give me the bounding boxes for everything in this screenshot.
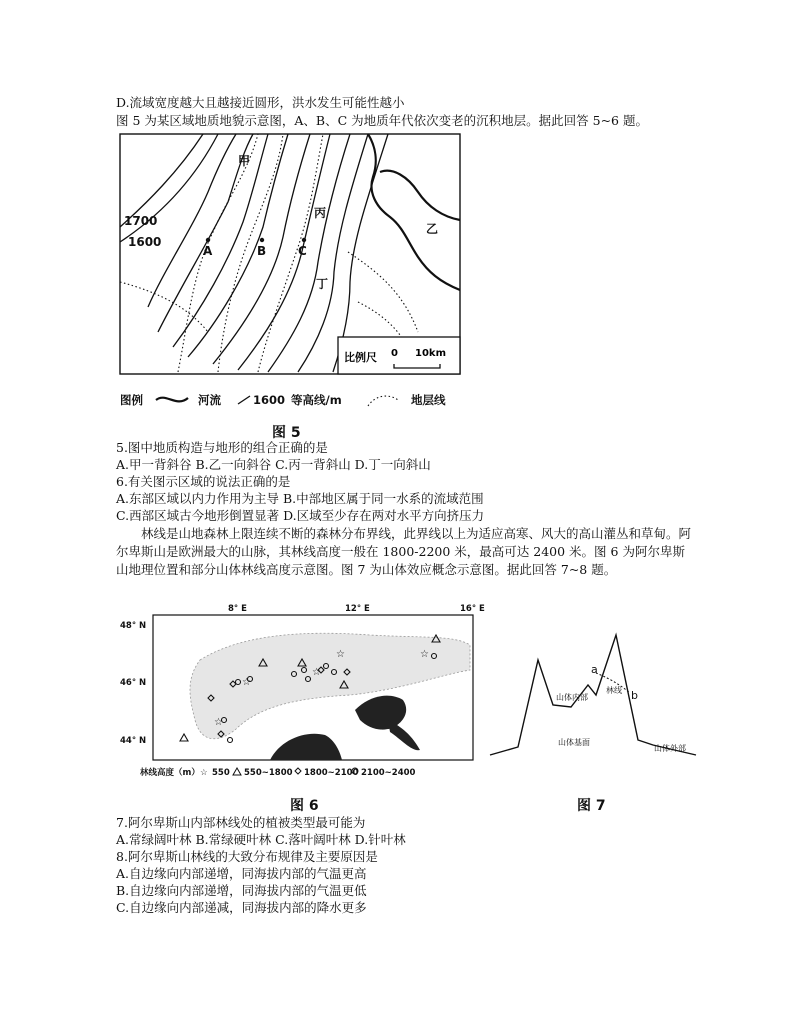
question-8-option-a: A.自边缘向内部递增，同海拔内部的气温更高 xyxy=(116,866,367,881)
intro-questions-5-6: 图 5 为某区域地质地貌示意图，A、B、C 为地质年代依次变老的沉积地层。据此回答 5~6 题。 xyxy=(116,113,648,128)
legend-river-symbol xyxy=(156,398,188,402)
figure-6-legend xyxy=(140,767,416,778)
figure-5-legend xyxy=(120,393,446,407)
label-a-7: a xyxy=(591,663,598,676)
lat-48n: 48° N xyxy=(120,621,147,631)
contour-label-1600: 1600 xyxy=(128,235,162,249)
svg-text:☆: ☆ xyxy=(242,677,251,688)
figure-6-caption: 图 6 xyxy=(290,798,319,814)
label-inner: 山体内部 xyxy=(556,693,588,702)
label-treeline: 林线 xyxy=(606,686,622,695)
contour-lines xyxy=(120,134,388,372)
river xyxy=(368,134,460,290)
question-6-options-cd: C.西部区域古今地形倒置显著 D.区域至少存在两对水平方向挤压力 xyxy=(116,508,485,523)
lon-12e: 12° E xyxy=(345,604,370,614)
label-bing: 丙 xyxy=(314,206,327,220)
legend-strata: 地层线 xyxy=(411,393,446,407)
label-jia: 甲 xyxy=(238,154,251,168)
question-5-options: A.甲一背斜谷 B.乙一向斜谷 C.丙一背斜山 D.丁一向斜山 xyxy=(116,457,431,472)
legend-circle: 2100~2400 xyxy=(361,768,416,778)
option-d-previous: D.流域宽度越大且越接近圆形，洪水发生可能性越小 xyxy=(116,95,405,110)
lat-44n: 44° N xyxy=(120,736,147,746)
passage-treeline: 林线是山地森林上限连续不断的森林分布界线，此界线以上为适应高寒、风大的高山灌丛和草甸。阿尔卑斯山是欧洲最大的山脉，其林线高度一般在 1800-2200 米，最高可达 2400 米。图 6 为阿尔卑斯山地理位置和部分山体林线高度示意图。图 7 为山体效应概念示意图。据此回答 7~8 题。 xyxy=(116,526,692,577)
svg-text:☆: ☆ xyxy=(214,717,223,728)
legend-triangle-symbol xyxy=(233,768,241,775)
point-a-dot xyxy=(206,238,210,242)
label-b-7: b xyxy=(631,689,638,702)
label-c: C xyxy=(298,244,307,258)
scale-distance: 10km xyxy=(415,348,446,359)
legend-contour: 等高线/m xyxy=(291,393,342,407)
legend-6-title: 林线高度（m） xyxy=(140,768,200,778)
point-c-dot xyxy=(302,238,306,242)
svg-text:☆: ☆ xyxy=(420,649,429,660)
label-a: A xyxy=(203,244,213,258)
legend-triangle: 550~1800 xyxy=(244,768,293,778)
svg-text:☆: ☆ xyxy=(312,667,321,678)
lon-8e: 8° E xyxy=(228,604,247,614)
strata-lines xyxy=(120,134,418,372)
figure-7-caption: 图 7 xyxy=(577,798,606,814)
legend-strata-symbol xyxy=(368,396,398,406)
label-yi: 乙 xyxy=(426,222,439,236)
scale-label: 比例尺 xyxy=(344,351,377,364)
legend-star-symbol: ☆ xyxy=(200,768,208,778)
label-ding: 丁 xyxy=(316,277,329,291)
figure-7-mountain-mass-effect xyxy=(488,615,698,770)
legend-contour-value: 1600 xyxy=(253,393,286,407)
scale-box xyxy=(338,337,460,374)
legend-diamond: 1800~2100 xyxy=(304,768,359,778)
scale-zero: 0 xyxy=(391,348,398,359)
figure-5-caption: 图 5 xyxy=(272,425,301,441)
svg-text:☆: ☆ xyxy=(336,649,345,660)
question-8-option-c: C.自边缘向内部递减，同海拔内部的降水更多 xyxy=(116,900,367,915)
legend-title: 图例 xyxy=(120,393,143,407)
label-base: 山体基面 xyxy=(558,738,590,747)
label-outer: 山体外部 xyxy=(654,744,686,753)
mountain-profile xyxy=(490,635,696,755)
question-8-option-b: B.自边缘向内部递增，同海拔内部的气温更低 xyxy=(116,883,367,898)
question-8: 8.阿尔卑斯山林线的大致分布规律及主要原因是 xyxy=(116,849,378,864)
point-b-dot xyxy=(260,238,264,242)
legend-star: 550 xyxy=(212,768,230,778)
lat-46n: 46° N xyxy=(120,678,147,688)
label-b: B xyxy=(257,244,267,258)
question-7-options: A.常绿阔叶林 B.常绿硬叶林 C.落叶阔叶林 D.针叶林 xyxy=(116,832,406,847)
legend-river: 河流 xyxy=(198,393,221,407)
figure-5-geologic-map xyxy=(118,132,463,417)
contour-label-1700: 1700 xyxy=(124,214,158,228)
question-5: 5.图中地质构造与地形的组合正确的是 xyxy=(116,440,328,455)
question-7: 7.阿尔卑斯山内部林线处的植被类型最可能为 xyxy=(116,815,366,830)
lon-16e: 16° E xyxy=(460,604,485,614)
legend-diamond-symbol xyxy=(295,768,301,774)
legend-contour-symbol xyxy=(238,396,250,404)
figure-6-alps-map xyxy=(120,600,490,780)
question-6-options-ab: A.东部区域以内力作用为主导 B.中部地区属于同一水系的流域范围 xyxy=(116,491,484,506)
question-6: 6.有关图示区域的说法正确的是 xyxy=(116,474,291,489)
